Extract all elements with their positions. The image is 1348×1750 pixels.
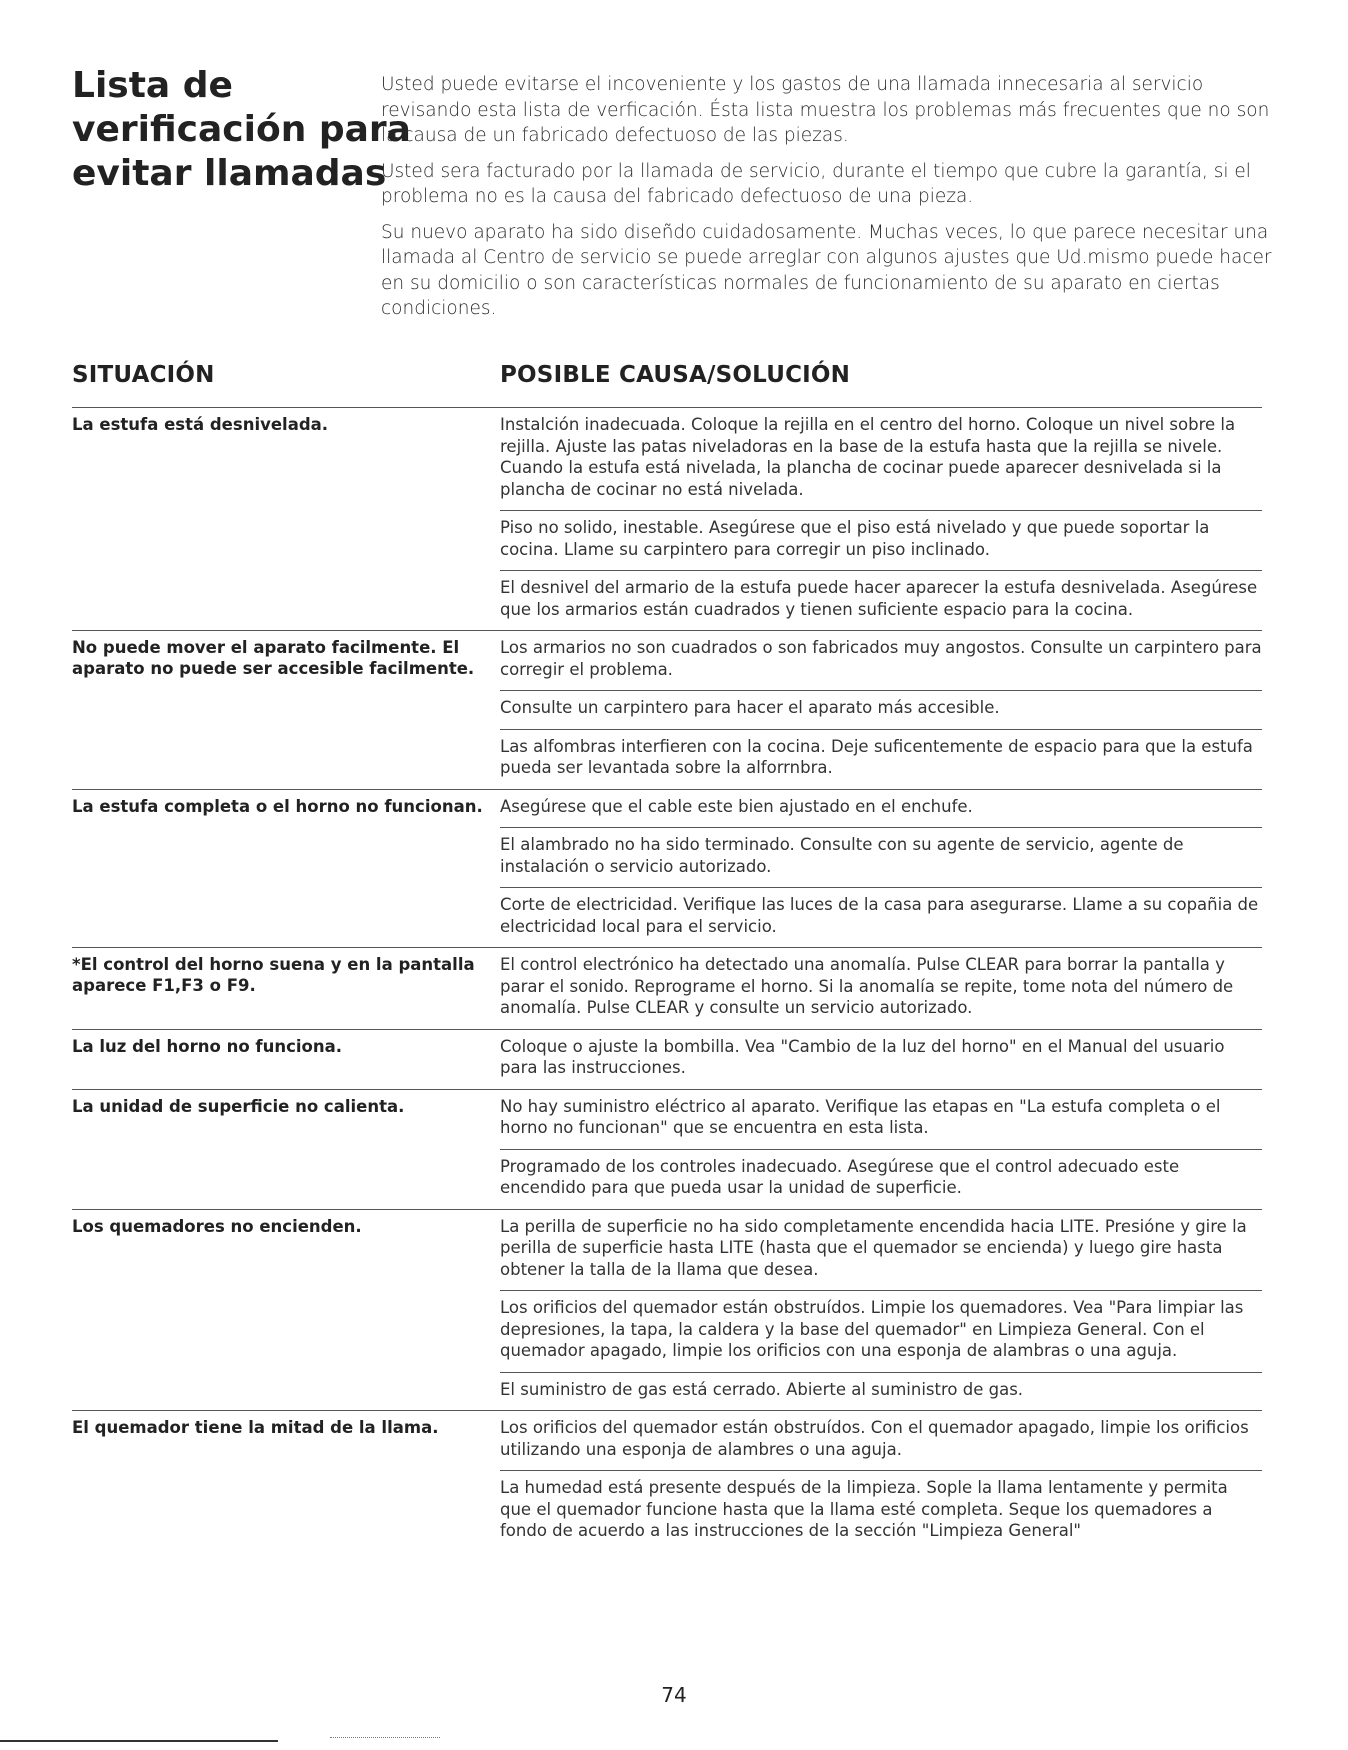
footer-marks: [330, 1737, 440, 1743]
causes-cell: [500, 1030, 1262, 1089]
cause-solution: El suministro de gas está cerrado. Abierte al suministro de gas.: [500, 1372, 1262, 1411]
intro-text: [381, 72, 1281, 332]
title-line: evitar llamadas: [72, 153, 387, 194]
cause-solution: Piso no solido, inestable. Asegúrese que el piso está nivelado y que puede soportar la cocina. Llame su carpintero para corregir un piso inclinado.: [500, 510, 1262, 570]
cause-solution: Los orificios del quemador están obstruídos. Limpie los quemadores. Vea "Para limpiar las depresiones, la tapa, la caldera y la base del quemador" en Limpieza General. Con el quemador apagado, limpie los orificios con una esponja de alambras o una aguja.: [500, 1290, 1262, 1372]
cause-solution: Las alfombras interfieren con la cocina. Deje suficentemente de espacio para que la estufa pueda ser levantada sobre la alforrnbra.: [500, 729, 1262, 789]
situation-cell: La estufa completa o el horno no funcionan.: [72, 796, 483, 816]
table-row: [72, 1209, 1262, 1411]
situation-cell: La estufa está desnivelada.: [72, 415, 329, 434]
intro-paragraph: Usted puede evitarse el incoveniente y los gastos de una llamada innecesaria al servicio revisando esta lista de verficación. Ésta lista muestra los problemas más frecuentes que no son la causa de un fabricado defectuoso de las piezas.: [381, 74, 1270, 146]
situation-cell: La unidad de superficie no calienta.: [72, 1096, 405, 1116]
cause-solution: El control electrónico ha detectado una anomalía. Pulse CLEAR para borrar la pantalla y parar el sonido. Reprograme el horno. Si la anomalía se repite, tome nota del número de anomalía. Pulse CLEAR y consulte un servicio autorizado.: [500, 955, 1234, 1017]
title-line: verificación para: [72, 109, 411, 150]
situation-cell: La luz del horno no funciona.: [72, 1036, 343, 1056]
table-row: [72, 947, 1262, 1029]
table-row: [72, 407, 1262, 630]
causes-cell: [500, 408, 1262, 630]
table-row: [72, 630, 1262, 789]
page-title: [72, 64, 411, 196]
footer-rule: [0, 1740, 278, 1742]
table-row: [72, 1089, 1262, 1209]
intro-paragraph: Usted sera facturado por la llamada de servicio, durante el tiempo que cubre la garantía, si el problema no es la causa del fabricado defectuoso de una pieza.: [381, 160, 1251, 207]
cause-solution: La perilla de superficie no ha sido completamente encendida hacia LITE. Presióne y gire la perilla de superficie hasta LITE (hasta que el quemador se encienda) y luego gire hasta obtener la talla de la llama que desea.: [500, 1216, 1247, 1279]
cause-solution: Corte de electricidad. Verifique las luces de la casa para asegurarse. Llame a su copañia de electricidad local para el servicio.: [500, 887, 1262, 947]
page-number: 74: [661, 1683, 687, 1707]
cause-solution: Asegúrese que el cable este bien ajustado en el enchufe.: [500, 796, 973, 816]
title-line: Lista de: [72, 65, 233, 106]
intro-paragraph: Su nuevo aparato ha sido diseñdo cuidadosamente. Muchas veces, lo que parece necesitar una llamada al Centro de servicio se puede arreglar con algunos ajustes que Ud.mismo puede hacer en su domicilio o son características normales de funcionamiento de su aparato en ciertas condiciones.: [381, 221, 1272, 319]
cause-solution: Consulte un carpintero para hacer el aparato más accesible.: [500, 690, 1262, 729]
cause-solution: Programado de los controles inadecuado. Asegúrese que el control adecuado este encendido para que pueda usar la unidad de superficie.: [500, 1149, 1262, 1209]
causes-cell: [500, 790, 1262, 948]
causes-cell: [500, 1090, 1262, 1209]
situation-cell: El quemador tiene la mitad de la llama.: [72, 1418, 439, 1437]
cause-solution: Los armarios no son cuadrados o son fabricados muy angostos. Consulte un carpintero para corregir el problema.: [500, 638, 1262, 679]
cause-header: POSIBLE CAUSA/SOLUCIÓN: [500, 362, 851, 388]
cause-solution: Coloque o ajuste la bombilla. Vea "Cambio de la luz del horno" en el Manual del usuario para las instrucciones.: [500, 1036, 1225, 1077]
causes-cell: [500, 1411, 1262, 1552]
causes-cell: [500, 948, 1262, 1029]
causes-cell: [500, 631, 1262, 789]
troubleshooting-table: [72, 407, 1262, 1552]
cause-solution: El desnivel del armario de la estufa puede hacer aparecer la estufa desnivelada. Asegúrese que los armarios están cuadrados y tienen suficiente espacio para la cocina.: [500, 570, 1262, 630]
situation-cell: *El control del horno suena y en la pantalla aparece F1,F3 o F9.: [72, 955, 475, 995]
table-row: [72, 1029, 1262, 1089]
cause-solution: Instalción inadecuada. Coloque la rejilla en el centro del horno. Coloque un nivel sobre la rejilla. Ajuste las patas niveladoras en la base de la estufa hasta que la rejilla se nivele. Cuando la estufa está nivelada, la plancha de cocinar puede aparecer desnivelada si la plancha de cocinar no está nivelada.: [500, 415, 1236, 499]
cause-solution: Los orificios del quemador están obstruídos. Con el quemador apagado, limpie los orificios utilizando una esponja de alambres o una aguja.: [500, 1418, 1249, 1459]
cause-solution: El alambrado no ha sido terminado. Consulte con su agente de servicio, agente de instalación o servicio autorizado.: [500, 827, 1262, 887]
situation-header: SITUACIÓN: [72, 362, 215, 388]
causes-cell: [500, 1210, 1262, 1411]
table-row: [72, 1410, 1262, 1552]
situation-cell: No puede mover el aparato facilmente. El aparato no puede ser accesible facilmente.: [72, 638, 475, 678]
table-row: [72, 789, 1262, 948]
cause-solution: No hay suministro eléctrico al aparato. Verifique las etapas en "La estufa completa o el horno no funcionan" que se encuentra en esta lista.: [500, 1096, 1221, 1137]
situation-cell: Los quemadores no encienden.: [72, 1216, 362, 1236]
cause-solution: La humedad está presente después de la limpieza. Sople la llama lentamente y permita que el quemador funcione hasta que la llama esté completa. Seque los quemadores a fondo de acuerdo a las instrucciones de la sección "Limpieza General": [500, 1470, 1262, 1552]
